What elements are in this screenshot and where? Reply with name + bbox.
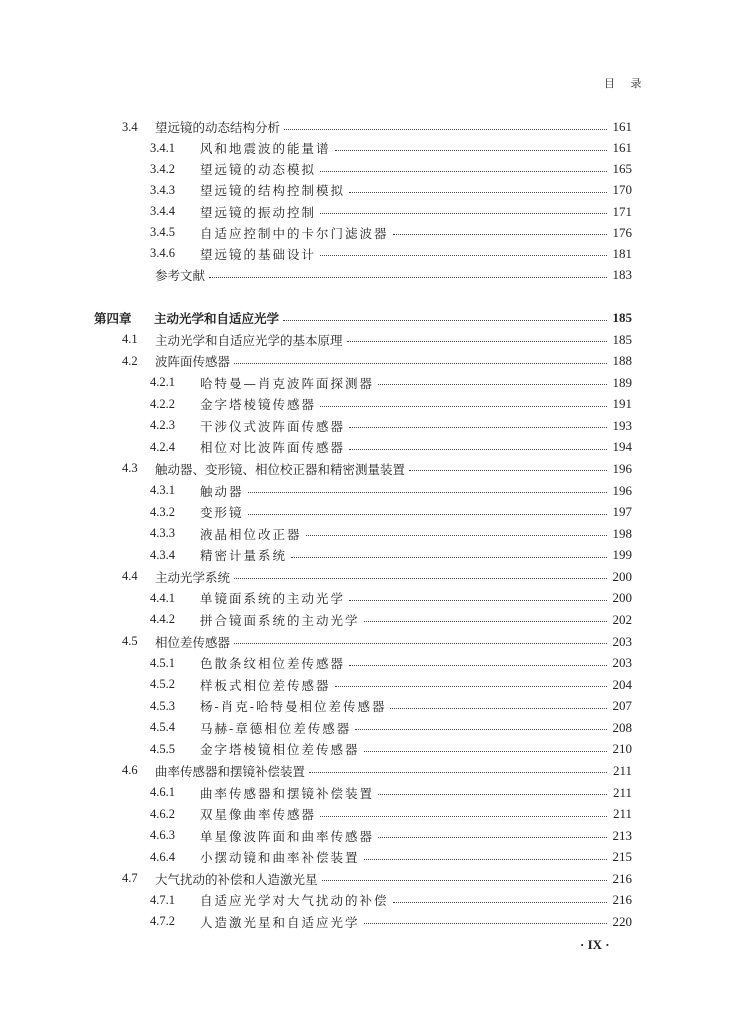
toc-entry[interactable]	[0, 588, 632, 608]
section-number: 3.4	[122, 119, 138, 134]
dot-leader	[349, 419, 606, 428]
dot-leader	[349, 441, 606, 450]
page-ref: 183	[612, 267, 632, 283]
section-title: 望远镜的动态模拟	[200, 162, 317, 178]
section-title: 望远镜的动态结构分析	[155, 120, 281, 135]
dot-leader	[378, 376, 606, 385]
toc-entry[interactable]	[0, 653, 632, 673]
section-number: 4.2.2	[150, 396, 175, 411]
section-title: 大气扰动的补偿和人造激光星	[155, 871, 318, 887]
section-title: 拼合镜面系统的主动光学	[200, 612, 360, 628]
toc-entry[interactable]	[0, 159, 632, 179]
section-title: 曲率传感器和摆镜补偿装置	[200, 785, 375, 801]
dot-leader	[234, 570, 606, 579]
toc-entry[interactable]	[0, 394, 632, 414]
dot-leader	[364, 743, 607, 752]
toc-entry[interactable]	[0, 696, 632, 716]
section-title: 马赫-章德相位差传感器	[200, 720, 352, 736]
toc-entry[interactable]	[0, 610, 632, 630]
section-title: 参考文献	[155, 268, 206, 284]
section-number: 3.4.4	[150, 204, 175, 219]
section-number: 4.5.1	[150, 655, 175, 670]
section-title: 触动器	[200, 483, 244, 499]
dot-leader	[306, 527, 607, 536]
section-title: 金字塔棱镜传感器	[200, 397, 317, 413]
page-ref: 211	[612, 784, 632, 800]
dot-leader	[248, 484, 607, 493]
section-number: 4.3	[122, 461, 138, 476]
page-ref: 188	[612, 353, 632, 369]
section-title: 双星像曲率传感器	[200, 807, 317, 823]
dot-leader	[309, 764, 607, 773]
section-number: 4.3.3	[150, 526, 175, 541]
page-ref: 204	[612, 676, 632, 692]
toc-entry[interactable]	[0, 437, 632, 457]
toc-entry[interactable]	[0, 502, 632, 522]
toc-entry[interactable]	[0, 826, 632, 846]
page-ref: 161	[612, 119, 632, 134]
page-ref: 171	[612, 203, 632, 219]
dot-leader	[378, 829, 606, 838]
dot-leader	[248, 506, 607, 515]
dot-leader	[283, 312, 606, 321]
dot-leader	[364, 613, 607, 622]
toc-entry[interactable]	[0, 330, 632, 350]
toc-entry[interactable]	[0, 761, 632, 781]
section-number: 4.2.1	[150, 375, 175, 390]
section-title: 望远镜的振动控制	[200, 204, 317, 220]
dot-leader	[234, 355, 606, 364]
toc-entry[interactable]	[0, 675, 632, 695]
section-number: 4.5.4	[150, 720, 175, 735]
page-ref: 200	[612, 568, 632, 584]
section-number: 4.7.1	[150, 892, 175, 907]
page-ref: 211	[612, 806, 632, 822]
section-number: 4.4.1	[150, 590, 175, 605]
dot-leader	[347, 333, 607, 342]
section-number: 4.1	[122, 332, 138, 347]
section-title: 杨-肖克-哈特曼相位差传感器	[200, 699, 387, 715]
section-title: 色散条纹相位差传感器	[200, 656, 346, 672]
toc-entry[interactable]	[0, 739, 632, 759]
section-number: 4.3.4	[150, 547, 175, 562]
dot-leader	[335, 142, 607, 151]
toc-entry[interactable]	[0, 783, 632, 803]
section-number: 3.4.3	[150, 182, 175, 197]
toc-entry[interactable]	[0, 373, 632, 393]
section-title: 人造激光星和自适应光学	[200, 914, 360, 930]
toc-entry[interactable]	[0, 847, 632, 867]
toc-entry[interactable]	[0, 138, 632, 158]
section-title: 主动光学系统	[155, 569, 231, 585]
section-title: 波阵面传感器	[155, 354, 231, 370]
page-ref: 208	[612, 719, 632, 735]
section-number: 第四章	[94, 312, 132, 326]
section-number: 4.2	[122, 353, 138, 368]
section-title: 哈特曼—肖克波阵面探测器	[200, 375, 375, 391]
page-ref: 216	[612, 870, 632, 886]
dot-leader	[390, 700, 606, 709]
dot-leader	[320, 163, 606, 172]
page-ref: 203	[612, 655, 632, 671]
section-number: 4.2.4	[150, 439, 175, 454]
dot-leader	[284, 121, 606, 130]
page-ref: 189	[612, 374, 632, 390]
toc-entry[interactable]	[0, 459, 632, 479]
page-ref: 199	[612, 547, 632, 563]
toc-entry[interactable]	[0, 244, 632, 264]
toc-entry[interactable]	[0, 869, 632, 889]
section-title: 小摆动镜和曲率补偿装置	[200, 850, 360, 866]
section-title: 主动光学和自适应光学	[154, 311, 280, 326]
section-title: 液晶相位改正器	[200, 526, 302, 542]
section-number: 4.2.3	[150, 418, 175, 433]
page-number: · IX ·	[580, 937, 610, 952]
section-number: 4.4	[122, 569, 138, 584]
dot-leader	[320, 247, 606, 256]
page-ref: 198	[612, 525, 632, 541]
dot-leader	[349, 184, 606, 193]
dot-leader	[320, 808, 607, 817]
section-number: 4.6.2	[150, 806, 175, 821]
page-ref: 196	[612, 460, 632, 476]
toc-entry[interactable]	[0, 416, 632, 436]
section-title: 望远镜的基础设计	[200, 246, 317, 262]
toc-entry[interactable]	[0, 265, 632, 285]
dot-leader	[409, 462, 606, 471]
section-number: 4.6.1	[150, 785, 175, 800]
section-number: 3.4.6	[150, 246, 175, 261]
section-title: 样板式相位差传感器	[200, 677, 331, 693]
section-number: 4.5.5	[150, 741, 175, 756]
toc-entry[interactable]	[0, 117, 632, 137]
section-number: 4.6.4	[150, 849, 175, 864]
section-title: 单星像波阵面和曲率传感器	[200, 828, 375, 844]
section-title: 相位差传感器	[155, 634, 231, 650]
section-number: 4.3.2	[150, 504, 175, 519]
toc-entry[interactable]	[0, 223, 632, 243]
running-header: 目 录	[604, 77, 648, 90]
section-title: 单镜面系统的主动光学	[200, 591, 346, 607]
dot-leader	[364, 915, 607, 924]
section-title: 触动器、变形镜、相位校正器和精密测量装置	[155, 461, 406, 477]
toc-entry[interactable]	[0, 632, 632, 652]
section-title: 精密计量系统	[200, 548, 288, 564]
dot-leader	[320, 398, 606, 407]
section-number: 4.5.3	[150, 698, 175, 713]
page-ref: 181	[612, 245, 632, 261]
dot-leader	[322, 872, 607, 881]
section-number: 3.4.1	[150, 140, 175, 155]
section-title: 变形镜	[200, 505, 244, 521]
section-number: 4.6.3	[150, 828, 175, 843]
section-number: 4.4.2	[150, 612, 175, 627]
dot-leader	[393, 226, 607, 235]
dot-leader	[209, 269, 606, 278]
section-title: 相位对比波阵面传感器	[200, 440, 346, 456]
page-ref: 165	[612, 161, 632, 177]
dot-leader	[349, 592, 606, 601]
section-number: 4.6	[122, 763, 138, 778]
section-number: 4.5	[122, 634, 138, 649]
page-ref: 207	[612, 698, 632, 714]
page-ref: 197	[612, 504, 632, 520]
page-ref: 211	[612, 762, 632, 778]
dot-leader	[378, 786, 607, 795]
section-number: 3.4.2	[150, 161, 175, 176]
section-title: 自适应控制中的卡尔门滤波器	[200, 225, 389, 241]
toc-entry[interactable]	[0, 890, 632, 910]
toc-entry[interactable]	[0, 567, 632, 587]
page-ref: 216	[612, 892, 632, 908]
section-number: 4.3.1	[150, 483, 175, 498]
page-ref: 210	[612, 741, 632, 757]
toc-entry[interactable]	[0, 718, 632, 738]
section-title: 望远镜的结构控制模拟	[200, 183, 346, 199]
toc-entry[interactable]	[0, 351, 632, 371]
dot-leader	[291, 549, 606, 558]
section-title: 金字塔棱镜相位差传感器	[200, 742, 360, 758]
section-title: 主动光学和自适应光学的基本原理	[155, 332, 343, 348]
page-ref: 200	[612, 590, 632, 606]
dot-leader	[320, 205, 606, 214]
page-ref: 161	[612, 140, 632, 156]
section-number: 4.7.2	[150, 914, 175, 929]
page-ref: 193	[612, 417, 632, 433]
toc-entry[interactable]	[0, 481, 632, 501]
section-number: 4.7	[122, 871, 138, 886]
section-title: 风和地震波的能量谱	[200, 141, 331, 157]
dot-leader	[335, 678, 607, 687]
page-ref: 185	[612, 310, 632, 325]
toc-entry[interactable]	[0, 202, 632, 222]
page-ref: 203	[612, 633, 632, 649]
page-ref: 220	[612, 913, 632, 929]
dot-leader	[393, 894, 607, 903]
page-ref: 202	[612, 611, 632, 627]
section-number: 4.5.2	[150, 677, 175, 692]
page-ref: 176	[612, 224, 632, 240]
dot-leader	[234, 635, 606, 644]
page-ref: 191	[612, 396, 632, 412]
toc-entry[interactable]	[0, 180, 632, 200]
page-ref: 196	[612, 482, 632, 498]
toc-entry[interactable]	[0, 545, 632, 565]
toc-entry[interactable]	[0, 912, 632, 932]
section-number: 3.4.5	[150, 225, 175, 240]
page-ref: 213	[612, 827, 632, 843]
page-ref: 170	[612, 182, 632, 198]
toc-entry[interactable]	[0, 804, 632, 824]
section-title: 干涉仪式波阵面传感器	[200, 418, 346, 434]
section-title: 曲率传感器和摆镜补偿装置	[155, 763, 306, 779]
toc-entry[interactable]	[0, 524, 632, 544]
toc-entry[interactable]	[0, 308, 632, 328]
dot-leader	[349, 657, 606, 666]
dot-leader	[355, 721, 606, 730]
section-title: 自适应光学对大气扰动的补偿	[200, 893, 389, 909]
page-ref: 194	[612, 439, 632, 455]
dot-leader	[364, 851, 607, 860]
page-ref: 215	[612, 849, 632, 865]
page-ref: 185	[612, 331, 632, 347]
